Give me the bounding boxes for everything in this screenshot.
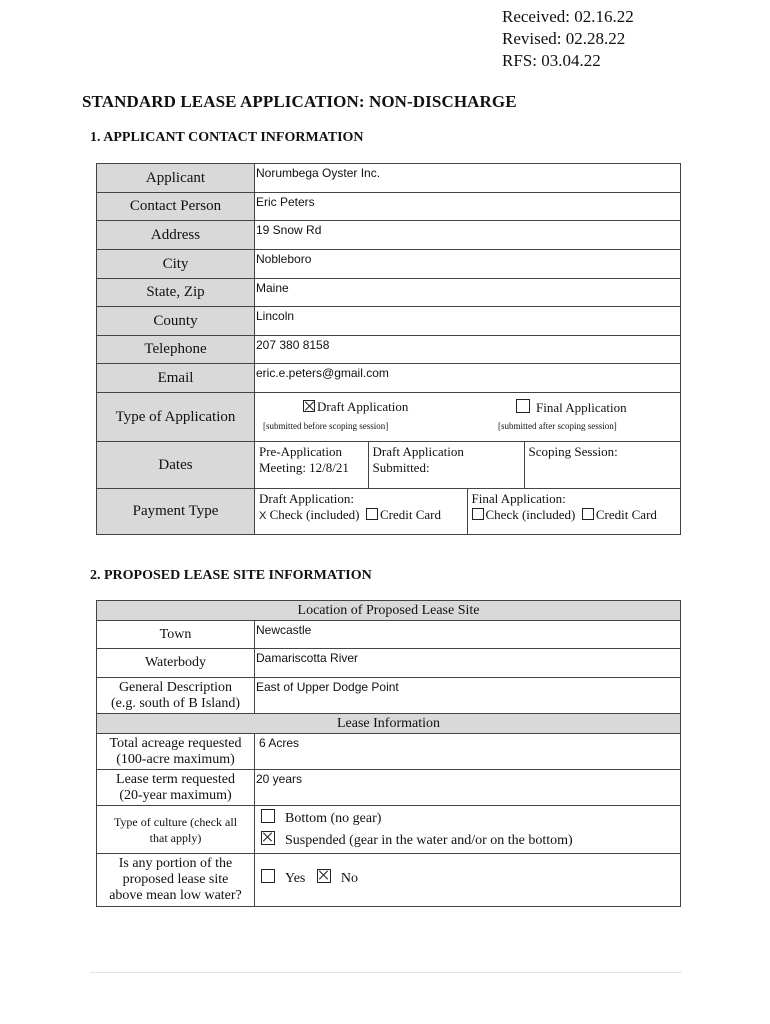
draft-application-checkbox[interactable] [303, 400, 315, 412]
received-stamp [502, 6, 634, 72]
type-of-application-options [255, 393, 681, 442]
table-row [97, 770, 681, 806]
document-title: STANDARD LEASE APPLICATION: NON-DISCHARGE [82, 92, 517, 111]
payment-type-label: Payment Type [97, 489, 255, 535]
pre-application-value: Meeting: 12/8/21 [259, 460, 349, 475]
draft-application-label: Draft Application [317, 399, 409, 414]
applicant-label: Applicant [97, 164, 255, 193]
final-credit-card-checkbox[interactable] [582, 508, 594, 520]
lease-site-table [96, 600, 681, 907]
above-low-water-label-line1: Is any portion of the [118, 856, 233, 871]
above-low-water-label-line2: proposed lease site [122, 872, 229, 887]
no-label: No [340, 871, 358, 886]
final-check-checkbox[interactable] [472, 508, 484, 520]
final-payment-heading: Final Application: [471, 491, 566, 506]
table-row [97, 601, 681, 621]
general-description-label-line2: (e.g. south of B Island) [110, 695, 241, 711]
dates-subtable [255, 442, 681, 488]
town-field[interactable]: Newcastle [255, 621, 681, 649]
received-date: Received: 02.16.22 [502, 7, 634, 26]
table-row [97, 621, 681, 649]
suspended-culture-option[interactable] [255, 830, 680, 852]
draft-submitted-label-line1: Draft Application [372, 444, 464, 459]
county-field[interactable]: Lincoln [255, 307, 681, 336]
final-credit-card-label: Credit Card [595, 507, 657, 522]
contact-person-field[interactable]: Eric Peters [255, 193, 681, 221]
draft-check-mark[interactable]: X [259, 510, 267, 522]
draft-submitted-label-line2: Submitted: [372, 460, 430, 475]
page-footer-divider [90, 972, 682, 973]
above-low-water-label-line3: above mean low water? [109, 888, 242, 903]
final-application-label: Final Application [536, 400, 627, 415]
waterbody-label: Waterbody [97, 649, 255, 678]
state-zip-label: State, Zip [97, 279, 255, 307]
lease-term-label-line1: Lease term requested [116, 771, 235, 787]
final-application-checkbox[interactable] [516, 399, 530, 413]
waterbody-field[interactable]: Damariscotta River [255, 649, 681, 678]
telephone-field[interactable]: 207 380 8158 [255, 336, 681, 364]
draft-payment-heading: Draft Application: [259, 491, 354, 506]
above-low-water-label [97, 854, 255, 907]
general-description-label-line1: General Description [118, 679, 233, 695]
scoping-session-date[interactable] [524, 442, 681, 488]
town-label: Town [97, 621, 255, 649]
table-row [97, 714, 681, 734]
suspended-culture-label: Suspended (gear in the water and/or on the bottom) [285, 833, 573, 848]
acreage-label-line2: (100-acre maximum) [116, 751, 235, 767]
table-row [97, 854, 681, 907]
bottom-culture-checkbox[interactable] [261, 809, 275, 823]
lease-term-label-line2: (20-year maximum) [119, 787, 232, 803]
city-label: City [97, 250, 255, 279]
city-field[interactable]: Nobleboro [255, 250, 681, 279]
general-description-label [97, 678, 255, 714]
table-row [97, 734, 681, 770]
draft-credit-card-label: Credit Card [379, 507, 441, 522]
culture-type-label-line2: that apply) [149, 830, 202, 845]
payment-cell [255, 489, 681, 535]
draft-application-note: [submitted before scoping session] [263, 421, 389, 431]
table-row [97, 193, 681, 221]
draft-credit-card-checkbox[interactable] [366, 508, 378, 520]
draft-submitted-date[interactable] [368, 442, 524, 488]
county-label: County [97, 307, 255, 336]
table-row [97, 279, 681, 307]
dates-label: Dates [97, 442, 255, 489]
table-row [97, 221, 681, 250]
lease-term-label [97, 770, 255, 806]
culture-type-label-line1: Type of culture (check all [113, 814, 238, 829]
email-field[interactable]: eric.e.peters@gmail.com [255, 364, 681, 393]
table-row [97, 336, 681, 364]
table-row [97, 678, 681, 714]
table-row [97, 806, 681, 854]
yes-checkbox[interactable] [261, 869, 275, 883]
address-field[interactable]: 19 Snow Rd [255, 221, 681, 250]
acreage-label [97, 734, 255, 770]
table-row [97, 250, 681, 279]
type-of-application-label: Type of Application [97, 393, 255, 442]
above-low-water-options [255, 854, 681, 907]
acreage-label-line1: Total acreage requested [109, 735, 242, 751]
table-row [97, 489, 681, 535]
suspended-culture-checkbox[interactable] [261, 831, 275, 845]
draft-payment [255, 489, 467, 534]
table-row [97, 393, 681, 442]
draft-application-option[interactable] [303, 399, 408, 415]
section1-heading: 1. APPLICANT CONTACT INFORMATION [90, 130, 364, 145]
address-label: Address [97, 221, 255, 250]
dates-cell [255, 442, 681, 489]
lease-term-field[interactable]: 20 years [255, 770, 681, 806]
acreage-field[interactable]: 6 Acres [255, 734, 681, 770]
yes-label: Yes [285, 871, 306, 886]
revised-date: Revised: 02.28.22 [502, 29, 626, 48]
culture-type-label [97, 806, 255, 854]
payment-subtable [255, 489, 681, 534]
section2-heading: 2. PROPOSED LEASE SITE INFORMATION [90, 568, 372, 583]
table-row [97, 442, 681, 489]
pre-application-label: Pre-Application [259, 444, 343, 459]
applicant-field[interactable]: Norumbega Oyster Inc. [255, 164, 681, 193]
table-row [97, 164, 681, 193]
table-row [97, 307, 681, 336]
email-label: Email [97, 364, 255, 393]
table-row [97, 649, 681, 678]
final-application-option[interactable] [516, 399, 627, 416]
bottom-culture-option[interactable] [255, 808, 680, 830]
draft-check-option[interactable]: Check (included) [269, 507, 360, 522]
general-description-field[interactable]: East of Upper Dodge Point [255, 678, 681, 714]
table-row [97, 364, 681, 393]
contact-person-label: Contact Person [97, 193, 255, 221]
telephone-label: Telephone [97, 336, 255, 364]
location-band: Location of Proposed Lease Site [97, 601, 681, 621]
state-zip-field[interactable]: Maine [255, 279, 681, 307]
pre-application-meeting[interactable] [255, 442, 368, 488]
bottom-culture-label: Bottom (no gear) [285, 811, 382, 826]
lease-information-band: Lease Information [97, 714, 681, 734]
final-application-note: [submitted after scoping session] [498, 421, 617, 431]
rfs-date: RFS: 03.04.22 [502, 51, 601, 70]
applicant-contact-table [96, 163, 681, 535]
final-check-label: Check (included) [485, 507, 576, 522]
no-checkbox[interactable] [317, 869, 331, 883]
scoping-session-label: Scoping Session: [528, 444, 618, 459]
final-payment [467, 489, 681, 534]
culture-type-options [255, 806, 681, 854]
